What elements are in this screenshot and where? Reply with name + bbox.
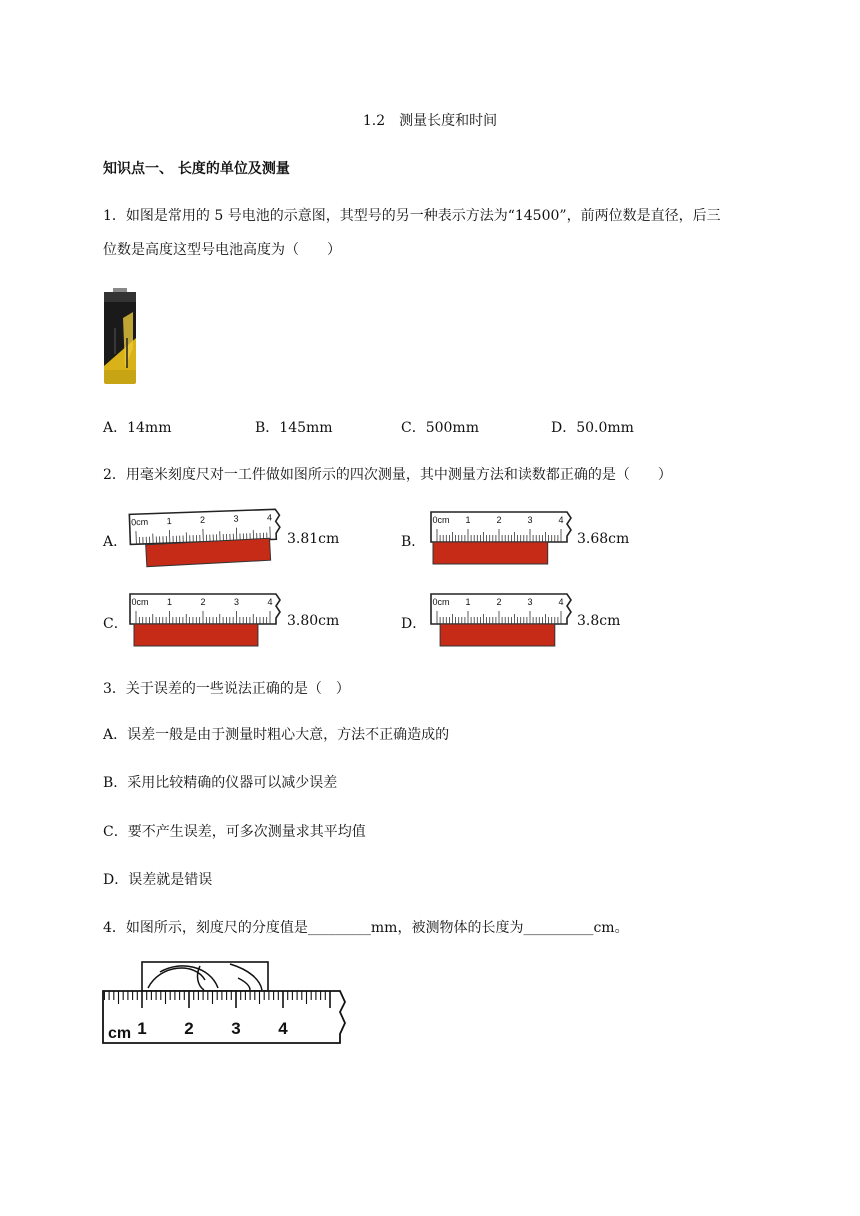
q1-option-c: C．500mm [401,420,479,436]
q2-ruler-label: 0cm [130,516,149,528]
q2-ruler [130,594,280,624]
q2-stem: 2．用毫米刻度尺对一工件做如图所示的四次测量，其中测量方法和读数都正确的是（ ） [103,467,672,483]
q2-ruler-label: 0cm [432,597,450,607]
q4-ruler-label-3: 3 [231,1019,241,1038]
q2-ruler-label: 1 [166,515,172,527]
q3-option-c: C．要不产生误差，可多次测量求其平均值 [103,824,366,840]
q2-ruler-label: 4 [267,597,273,607]
q2-workpiece [440,624,555,646]
q1-option-d: D．50.0mm [551,420,634,436]
q2-option-c-letter: C． [103,616,128,632]
q2-option-a-reading: 3.81cm [287,531,340,547]
q2-option-a-letter: A． [103,534,128,550]
q2-ruler-label: 1 [465,515,471,525]
q2-option-b-letter: B． [401,534,426,550]
q3-option-b: B．采用比较精确的仪器可以减少误差 [103,775,338,791]
q4-ruler-unit: cm [108,1025,132,1042]
q1-stem-line1: 1．如图是常用的 5 号电池的示意图，其型号的另一种表示方法为“14500”，前两位数是直径，后三 [103,208,721,224]
q2-ruler-label: 0cm [432,515,450,525]
q2-ruler [431,512,571,542]
q2-ruler-label: 2 [496,597,502,607]
q2-ruler-label: 2 [496,515,502,525]
page-title: 1.2 测量长度和时间 [362,113,498,129]
q1-stem-line2: 位数是高度这型号电池高度为（ ） [103,242,341,258]
q2-ruler-label: 4 [266,512,273,523]
q2-workpiece [433,542,548,564]
q2-option-c-reading: 3.80cm [287,613,340,629]
q1-option-b: B．145mm [255,420,333,436]
q2-figure-a [128,510,284,568]
q2-figure-c [128,592,284,650]
q4-ruler-figure [100,960,350,1046]
q2-figure-b [429,510,575,568]
q2-ruler-label: 1 [465,597,471,607]
q2-workpiece [134,624,258,646]
q2-ruler-label: 1 [166,597,173,607]
q2-ruler [431,594,571,624]
q2-option-d-letter: D． [401,616,427,632]
q3-stem: 3．关于误差的一些说法正确的是（ ） [103,681,350,697]
battery-image [103,288,137,385]
q2-ruler-label: 3 [527,597,533,607]
q4-ruler-label-1: 1 [137,1019,147,1038]
q2-figure-d [429,592,575,650]
q1-option-a: A．14mm [103,420,172,436]
q2-option-b-reading: 3.68cm [577,531,630,547]
q2-ruler-label: 3 [233,513,239,524]
q2-ruler-label: 3 [527,515,533,525]
q2-ruler-label: 2 [199,514,206,525]
q2-ruler-label: 0cm [131,597,149,607]
q4-measured-object [142,962,268,991]
q4-ruler-label-2: 2 [184,1019,194,1038]
q2-ruler-label: 2 [200,597,206,607]
q3-option-a: A．误差一般是由于测量时粗心大意，方法不正确造成的 [103,727,450,743]
q2-option-d-reading: 3.8cm [577,613,621,629]
q3-option-d: D．误差就是错误 [103,872,213,888]
q4-stem: 4．如图所示，刻度尺的分度值是_________mm，被测物体的长度为__________cm。 [103,920,629,936]
q2-ruler-label: 4 [558,515,564,525]
q2-ruler-label: 4 [558,597,564,607]
q4-ruler-label-4: 4 [278,1019,288,1038]
q2-ruler-label: 3 [233,597,240,607]
section-heading: 知识点一、 长度的单位及测量 [103,161,290,177]
